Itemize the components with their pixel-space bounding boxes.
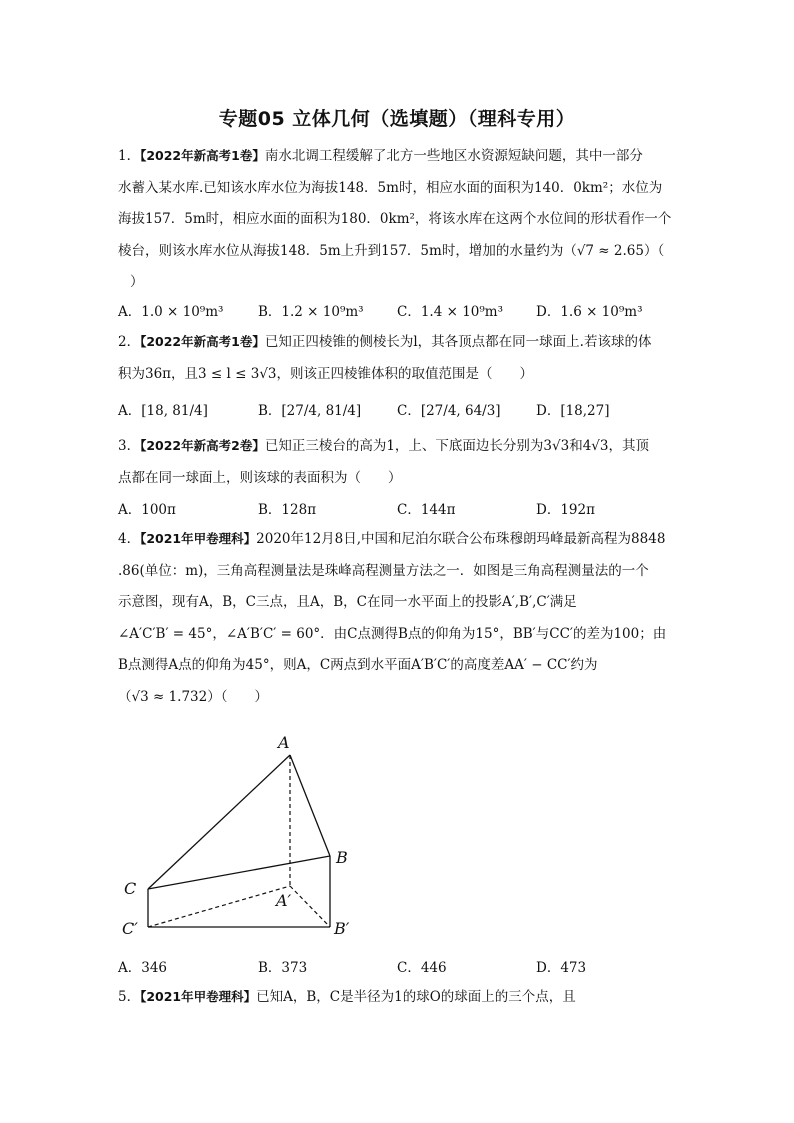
q2-option-a[interactable]: A．[18, 81/4]: [118, 403, 208, 419]
q5-source-tag: 【2021年甲卷理科】: [140, 989, 257, 1004]
q2-option-c[interactable]: C．[27/4, 64/3]: [397, 403, 501, 419]
q1-source-tag: 【2022年新高考1卷】: [140, 148, 265, 163]
q3-option-d[interactable]: D．192π: [536, 502, 595, 518]
q4-source-tag: 【2021年甲卷理科】: [140, 531, 257, 546]
q4-line-2: .86(单位：m)，三角高程测量法是珠峰高程测量方法之一．如图是三角高程测量法的一个: [118, 562, 649, 579]
q1-line-3: 海拔157．5m时，相应水面的面积为180．0km²，将该水库在这两个水位间的形状看作一个: [118, 211, 672, 227]
q3-line-1: [118, 430, 688, 463]
edge-c-a: [148, 755, 290, 889]
q1-text-1: 南水北调工程缓解了北方一些地区水资源短缺问题，其中一部分: [264, 148, 643, 164]
q2-option-b[interactable]: B．[27/4, 81/4]: [258, 403, 362, 419]
q3-option-c[interactable]: C．144π: [397, 502, 456, 518]
q5-text-1: 已知A，B，C是半径为1的球O的球面上的三个点，且: [256, 989, 576, 1005]
label-a-prime: A′: [276, 891, 292, 910]
question-2: [118, 326, 688, 390]
label-c: C: [124, 879, 137, 898]
q1-options: [118, 300, 688, 324]
q3-source-tag: 【2022年新高考2卷】: [140, 438, 265, 453]
q1-line-5: ）: [130, 274, 144, 290]
q5-line-1: [118, 981, 688, 1014]
q4-option-b[interactable]: B．373: [258, 960, 308, 976]
q2-options: [118, 399, 688, 423]
q5-number: 5．: [118, 989, 141, 1005]
q1-option-b[interactable]: B．1.2 × 10⁹m³: [258, 304, 364, 320]
question-4: [118, 523, 688, 713]
q1-option-a[interactable]: A．1.0 × 10⁹m³: [118, 304, 224, 320]
q4-options: [118, 956, 688, 980]
label-a: A: [278, 733, 290, 752]
q3-option-b[interactable]: B．128π: [258, 502, 317, 518]
q4-option-d[interactable]: D．473: [536, 960, 587, 976]
q2-text-1: 已知正四棱锥的侧棱长为l，其各顶点都在同一球面上.若该球的体: [264, 334, 652, 350]
q2-line-1: [118, 326, 688, 359]
q2-option-d[interactable]: D．[18,27]: [536, 403, 610, 419]
edge-c-b: [148, 856, 330, 889]
measurement-diagram: [118, 722, 368, 944]
q1-option-d[interactable]: D．1.6 × 10⁹m³: [536, 304, 643, 320]
q2-number: 2．: [118, 334, 141, 350]
label-b-prime: B′: [334, 919, 350, 938]
label-b: B: [336, 848, 348, 867]
q4-text-1: 2020年12月8日,中国和尼泊尔联合公布珠穆朗玛峰最新高程为8848: [256, 531, 666, 547]
q1-line-4: 棱台，则该水库水位从海拔148．5m上升到157．5m时，增加的水量约为（√7 ≈ 2.65）（: [118, 242, 665, 259]
q4-line-1: [118, 523, 688, 556]
q4-line-4: ∠A′C′B′ = 45°，∠A′B′C′ = 60°．由C点测得B点的仰角为15°，BB′与CC′的差为100；由: [118, 625, 667, 642]
q4-option-c[interactable]: C．446: [397, 960, 447, 976]
question-3: [118, 430, 688, 494]
label-c-prime: C′: [122, 919, 138, 938]
q4-line-5: B点测得A点的仰角为45°，则A，C两点到水平面A′B′C′的高度差AA′ − CC′约为: [118, 657, 598, 673]
q4-line-6: （√3 ≈ 1.732）（ ）: [118, 688, 268, 705]
q2-source-tag: 【2022年新高考1卷】: [140, 334, 265, 349]
q1-option-c[interactable]: C．1.4 × 10⁹m³: [397, 304, 503, 320]
page-title: 专题05 立体几何（选填题）（理科专用）: [218, 108, 576, 130]
q4-option-a[interactable]: A．346: [118, 960, 168, 976]
q1-number: 1．: [118, 148, 141, 164]
q1-line-2: 水蓄入某水库.已知该水库水位为海拔148．5m时，相应水面的面积为140．0km²；水位为: [118, 179, 663, 196]
question-5: [118, 981, 688, 1014]
edge-a1-b1: [290, 886, 330, 927]
q2-line-2: 积为36π，且3 ≤ l ≤ 3√3，则该正四棱锥体积的取值范围是（ ）: [118, 365, 534, 382]
q4-number: 4．: [118, 531, 141, 547]
question-1: [118, 140, 688, 299]
q3-options: [118, 498, 688, 522]
q1-line-1: [118, 140, 688, 173]
q3-text-1: 已知正三棱台的高为1，上、下底面边长分别为3√3和4√3，其顶: [264, 438, 649, 454]
q3-line-2: 点都在同一球面上，则该球的表面积为（ ）: [118, 469, 402, 486]
edge-c1-a1: [148, 886, 290, 927]
q3-option-a[interactable]: A．100π: [118, 502, 176, 518]
edge-a-b: [290, 755, 330, 856]
q4-line-3: 示意图，现有A，B，C三点，且A，B，C在同一水平面上的投影A′,B′,C′满足: [118, 594, 577, 610]
q3-number: 3．: [118, 438, 141, 454]
